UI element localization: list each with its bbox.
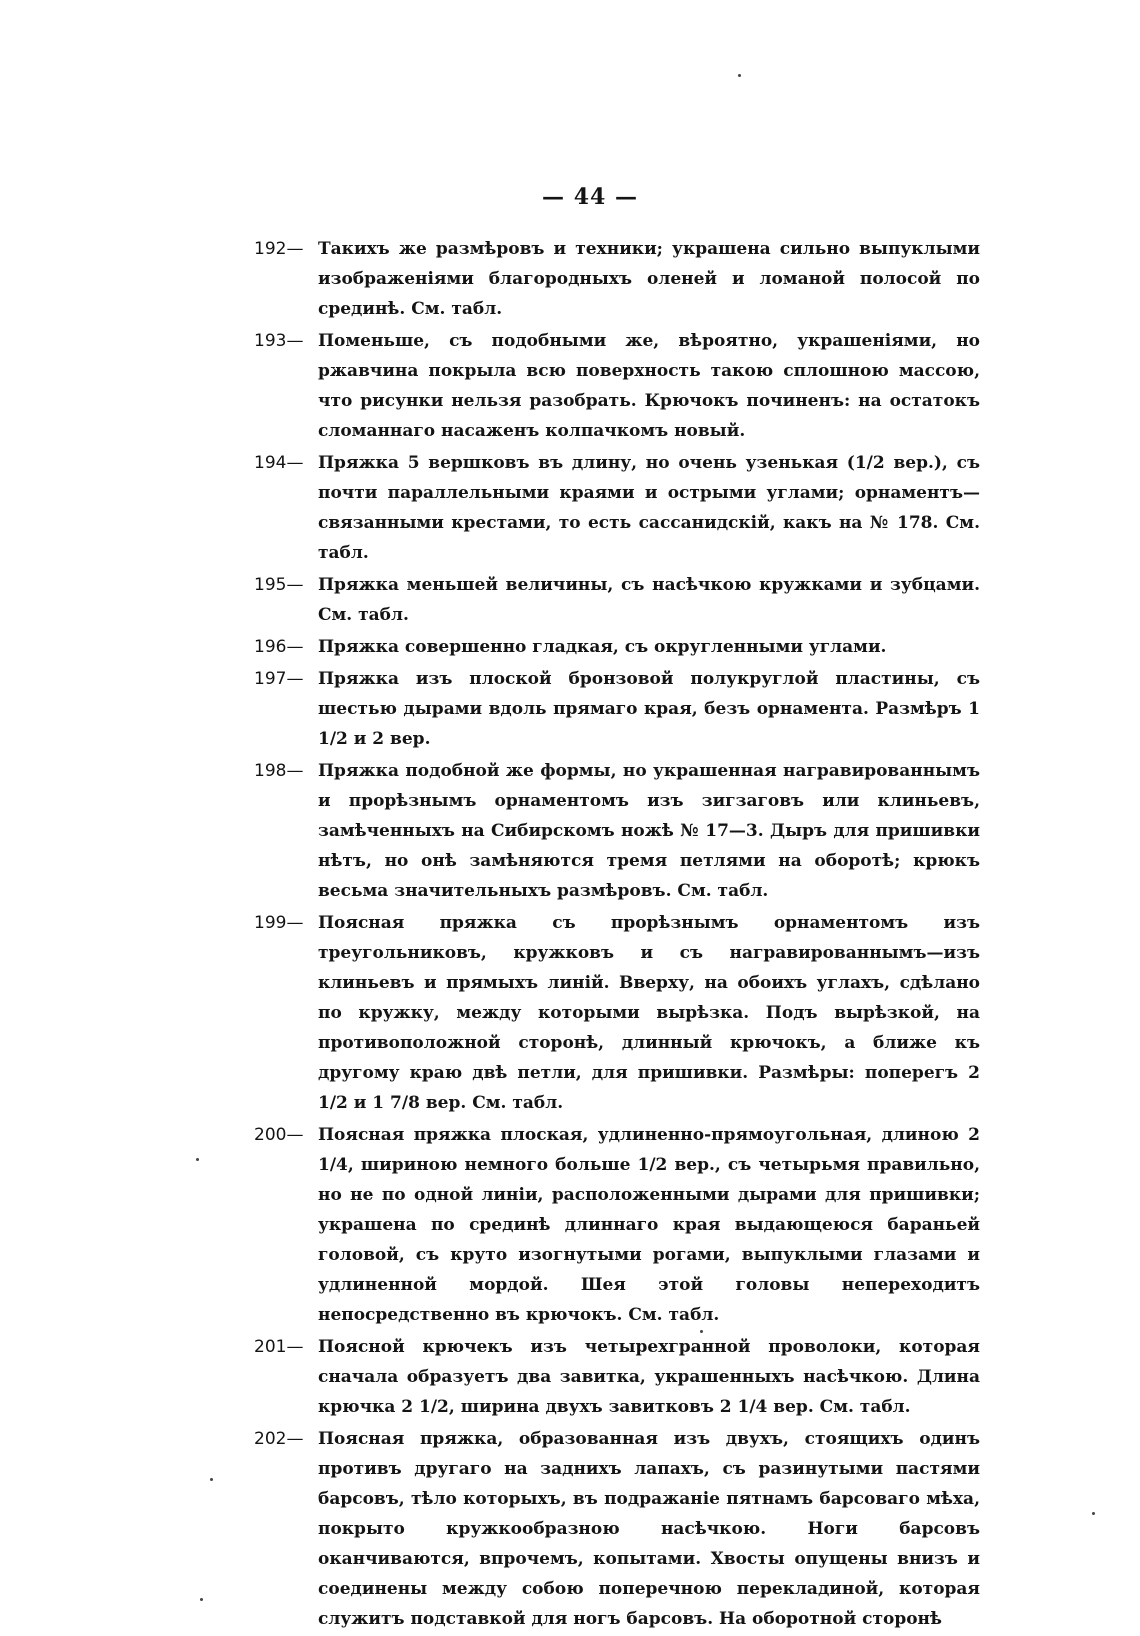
entry-number: 202— [254, 1429, 304, 1449]
catalog-entry [254, 570, 980, 630]
entry-number: 192— [254, 239, 304, 259]
catalog-entry [254, 1120, 980, 1330]
catalog-entry [254, 632, 980, 662]
entry-text: Поясной крючекъ изъ четырехгранной проволоки, которая сначала образуетъ два завитка, украшенныхъ насѣчкою. Длина крючка 2 1/2, ширина двухъ завитковъ 2 1/4 вер. См. табл. [318, 1337, 980, 1417]
page-number: — 44 — [542, 184, 638, 210]
entry-text: Пряжка 5 вершковъ въ длину, но очень узенькая (1/2 вер.), съ почти параллельными краями и острыми углами; орнаментъ—связанными крестами, то есть сассанидскій, какъ на № 178. См. табл. [318, 453, 980, 563]
catalog-entry [254, 908, 980, 1118]
scan-speck [1092, 1512, 1095, 1515]
entry-number: 194— [254, 453, 304, 473]
entry-text: Пряжка изъ плоской бронзовой полукруглой пластины, съ шестью дырами вдоль прямаго края, безъ орнамента. Размѣръ 1 1/2 и 2 вер. [318, 669, 980, 749]
scan-speck [210, 1478, 213, 1481]
catalog-entry [254, 448, 980, 568]
entry-text: Поясная пряжка, образованная изъ двухъ, стоящихъ одинъ противъ другаго на заднихъ лапахъ, съ разинутыми пастями барсовъ, тѣло которыхъ, въ подражаніе пятнамъ барсоваго мѣха, покрыто кружкообразною насѣчкою. Ноги барсовъ оканчиваются, впрочемъ, копытами. Хвосты опущены внизъ и соединены между собою поперечною перекладиной, которая служитъ подставкой для ногъ барсовъ. На оборотной сторонѣ [318, 1429, 980, 1629]
catalog-entries [254, 234, 980, 1636]
catalog-entry [254, 1424, 980, 1634]
catalog-entry [254, 326, 980, 446]
catalog-entry [254, 1332, 980, 1422]
entry-text: Пряжка совершенно гладкая, съ округленными углами. [318, 637, 887, 657]
entry-number: 195— [254, 575, 304, 595]
entry-text: Такихъ же размѣровъ и техники; украшена сильно выпуклыми изображеніями благородныхъ оленей и ломаной полосой по срединѣ. См. табл. [318, 239, 980, 319]
scan-speck [700, 1330, 703, 1333]
scan-speck [196, 1158, 199, 1161]
entry-number: 197— [254, 669, 304, 689]
scan-speck [200, 1598, 203, 1601]
catalog-entry [254, 756, 980, 906]
catalog-entry [254, 234, 980, 324]
entry-number: 193— [254, 331, 304, 351]
entry-number: 199— [254, 913, 304, 933]
entry-number: 198— [254, 761, 304, 781]
entry-number: 201— [254, 1337, 304, 1357]
catalog-entry [254, 664, 980, 754]
entry-text: Пряжка меньшей величины, съ насѣчкою кружками и зубцами. См. табл. [318, 575, 980, 625]
entry-text: Поменьше, съ подобными же, вѣроятно, украшеніями, но ржавчина покрыла всю поверхность такою сплошною массою, что рисунки нельзя разобрать. Крючокъ починенъ: на остатокъ сломаннаго насаженъ колпачкомъ новый. [318, 331, 980, 441]
entry-number: 200— [254, 1125, 304, 1145]
entry-text: Поясная пряжка съ прорѣзнымъ орнаментомъ изъ треугольниковъ, кружковъ и съ награвированнымъ—изъ клиньевъ и прямыхъ линій. Вверху, на обоихъ углахъ, сдѣлано по кружку, между которыми вырѣзка. Подъ вырѣзкой, на противоположной сторонѣ, длинный крючокъ, а ближе къ другому краю двѣ петли, для пришивки. Размѣры: поперегъ 2 1/2 и 1 7/8 вер. См. табл. [318, 913, 980, 1113]
entry-text: Пряжка подобной же формы, но украшенная награвированнымъ и прорѣзнымъ орнаментомъ изъ зигзаговъ или клиньевъ, замѣченныхъ на Сибирскомъ ножѣ № 17—3. Дыръ для пришивки нѣтъ, но онѣ замѣняются тремя петлями на оборотѣ; крюкъ весьма значительныхъ размѣровъ. См. табл. [318, 761, 980, 901]
entry-number: 196— [254, 637, 304, 657]
scan-speck [738, 74, 741, 77]
entry-text: Поясная пряжка плоская, удлиненно-прямоугольная, длиною 2 1/4, шириною немного больше 1/2 вер., съ четырьмя правильно, но не по одной линіи, расположенными дырами для пришивки; украшена по срединѣ длиннаго края выдающеюся бараньей головой, съ круто изогнутыми рогами, выпуклыми глазами и удлиненной мордой. Шея этой головы непереходитъ непосредственно въ крючокъ. См. табл. [318, 1125, 980, 1325]
